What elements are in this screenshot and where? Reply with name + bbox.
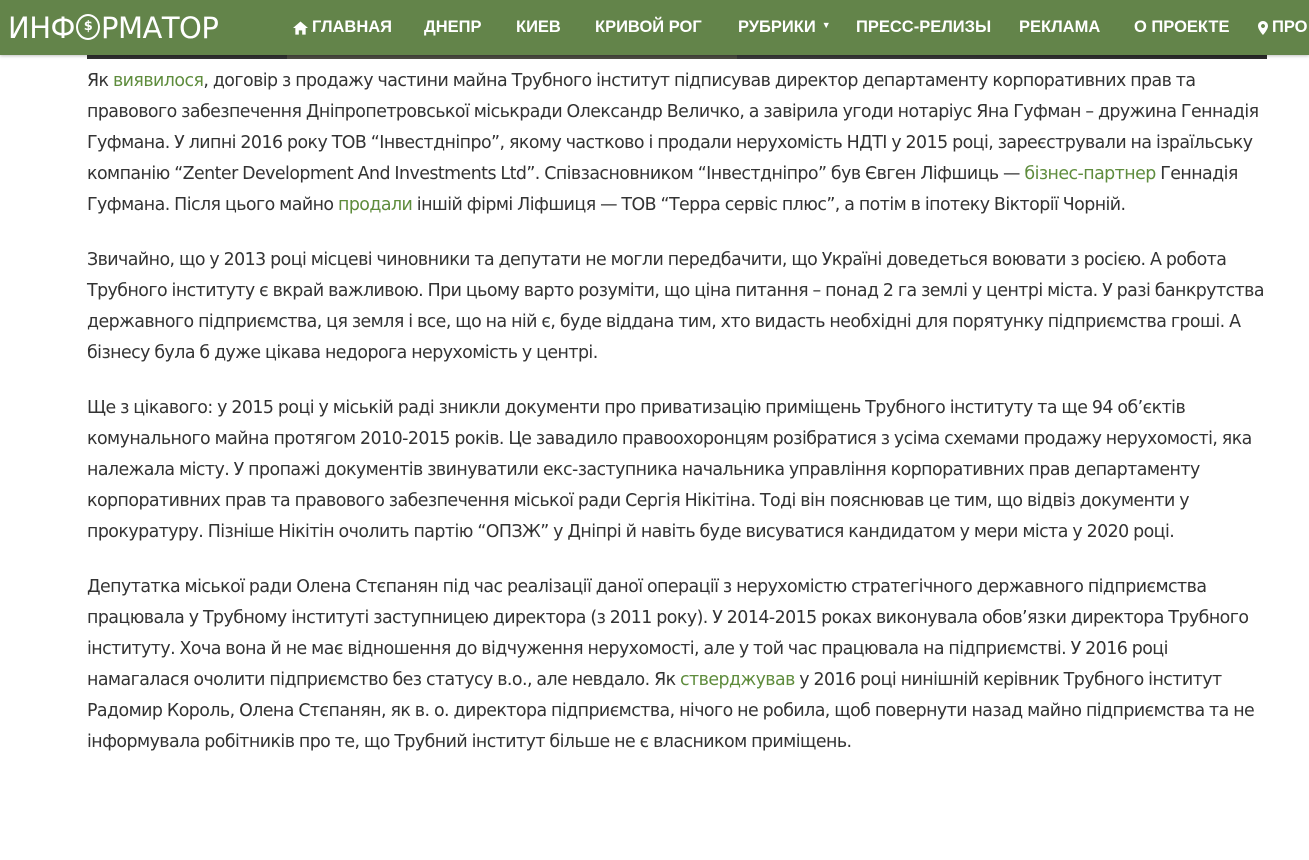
menu-item-press-releases[interactable] (856, 0, 991, 55)
chevron-down-icon: ▼ (821, 19, 831, 30)
paragraph-text: Геннадія Гуфмана. Після цього майно (87, 164, 1238, 215)
menu-item-label: КРИВОЙ РОГ (595, 18, 702, 36)
menu-item-label: О ПРОЕКТЕ (1134, 18, 1230, 36)
article-image-edge (87, 55, 1267, 59)
menu-item-pro[interactable] (1258, 0, 1307, 55)
menu-item-kyiv[interactable] (516, 0, 561, 55)
link-viyavilosya[interactable]: виявилося (112, 71, 204, 91)
article-paragraph (87, 572, 1273, 758)
menu-item-label: РУБРИКИ (738, 18, 816, 36)
article-paragraph: Ще з цікавого: у 2015 році у міській раді зникли документи про приватизацію приміщень Трубного інституту та ще 94 об’єктів комунального майна протягом 2010-2015 років. Це завадило правоохоронцям розібратися з усіма схемами продажу нерухомості, яка належала місту. У пропажі документів звинуватили екс-заступника начальника управління корпоративних прав департаменту корпоративних прав та правового забезпечення міської ради Сергія Нікітіна. Тоді він пояснював це тим, що відвіз документи у прокуратуру. Пізніше Нікітін очолить партію “ОПЗЖ” у Дніпрі й навіть буде висуватися кандидатом у мери міста у 2020 році. (87, 398, 1252, 542)
logo-text-start: ИНФ (8, 10, 75, 45)
paragraph-text: Як (87, 71, 113, 91)
logo-coin-symbol: $ (83, 19, 93, 34)
link-stverdzhuvav[interactable]: стверджував (680, 670, 795, 690)
paragraph-text: іншій фірмі Ліфшиця — ТОВ “Терра сервіс плюс”, а потім в іпотеку Вікторії Чорній. (412, 195, 1126, 215)
link-business-partner[interactable]: бізнес-партнер (1024, 164, 1156, 184)
menu-item-about[interactable] (1134, 0, 1229, 55)
coin-icon (76, 14, 100, 40)
home-icon (293, 21, 308, 35)
site-logo[interactable] (0, 0, 283, 55)
article-body (87, 66, 1273, 782)
menu-item-label: ПРЕСС-РЕЛИЗЫ (856, 18, 992, 36)
logo-text-end: РМАТОР (100, 10, 219, 45)
paragraph-text: у 2016 році нинішній керівник Трубного інститут Радомир Король, Олена Стєпанян, як в. о. директора підприємства, нічого не робила, щоб повернути назад майно підприємства та не інформувала робітників про те, що Трубний інститут більше не є власником приміщень. (87, 670, 1255, 752)
article-paragraph (87, 66, 1273, 221)
map-pin-icon (1258, 21, 1268, 35)
menu-item-advertising[interactable] (1019, 0, 1100, 55)
site-header (0, 0, 1309, 55)
article-paragraph: Звичайно, що у 2013 році місцеві чиновники та депутати не могли передбачити, що Україні доведеться воювати з росією. А робота Трубного інституту є вкрай важливою. При цьому варто розуміти, що ціна питання – понад 2 га землі у центрі міста. У разі банкрутства державного підприємства, ця земля і все, що на ній є, буде віддана тим, хто видасть необхідні для порятунку підприємства гроші. А бізнесу була б дуже цікава недорога нерухомість у центрі. (87, 250, 1264, 363)
menu-item-rubrics[interactable] (738, 0, 831, 55)
menu-item-dnipro[interactable] (424, 0, 482, 55)
menu-item-label: ГЛАВНАЯ (312, 18, 393, 36)
paragraph-text: Депутатка міської ради Олена Стєпанян під час реалізації даної операції з нерухомістю стратегічного державного підприємства працювала у Трубному інституті заступницею директора (з 2011 року). У 2014-2015 роках виконувала обов’язки директора Трубного інституту. Хоча вона й не має відношення до відчуження нерухомості, але у той час працювала на підприємстві. У 2016 році намагалася очолити підприємство без статусу в.о., але невдало. Як (87, 577, 1249, 690)
menu-item-label: ДНЕПР (424, 18, 482, 36)
menu-item-home[interactable] (293, 0, 392, 55)
paragraph-text: , договір з продажу частини майна Трубного інститут підписував директор департаменту корпоративних прав та правового забезпечення Дніпропетровської міськради Олександр Величко, а завірила угоди нотаріус Яна Гуфман – дружина Геннадія Гуфмана. У липні 2016 року ТОВ “Інвестдніпро”, якому частково і продали нерухомість НДТІ у 2015 році, зареєстрували на ізраїльську компанію “Zenter Development And Investments Ltd”. Співзасновником “Інвестдніпро” був Євген Ліфшиць — (87, 71, 1259, 184)
menu-item-label: РЕКЛАМА (1019, 18, 1101, 36)
menu-item-label: КИЕВ (516, 18, 561, 36)
menu-item-label: ПРО (1272, 18, 1308, 36)
link-prodali[interactable]: продали (338, 195, 413, 215)
menu-item-kryvyi-rih[interactable] (595, 0, 702, 55)
